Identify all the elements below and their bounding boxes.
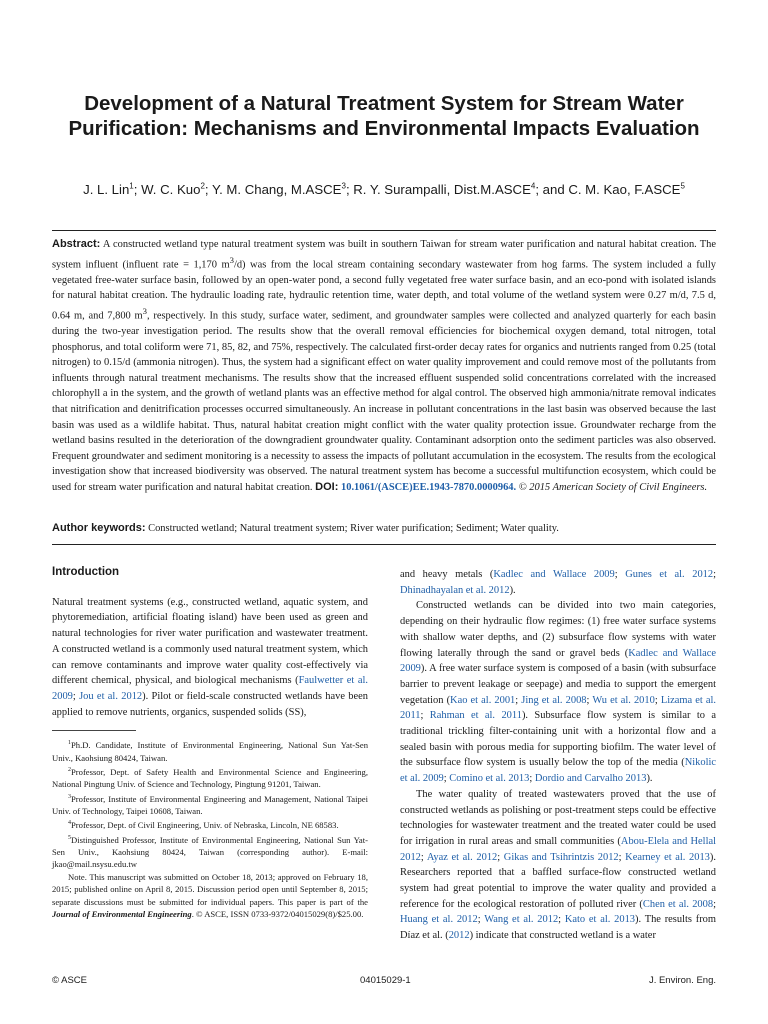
footer-journal: J. Environ. Eng.	[648, 975, 716, 986]
intro-paragraph: Natural treatment systems (e.g., constructed wetland, aquatic system, and phytoremediation, artificial floating island) have been used as green and natural technologies for river water purification and wastewater treatment. A constructed wetland is a commonly used natural treatment system, which can remove contaminants and improve water quality cost-effectively via different chemical, physical, and biological mechanisms (Faulwetter et al. 2009; Jou et al. 2012). Pilot or field-scale constructed wetlands have been applied to remove nutrients, organics, suspended solids (SS),	[52, 596, 369, 718]
footnote-rule	[52, 730, 136, 731]
abstract: Abstract: A constructed wetland type natural treatment system was built in southern Taiwan for stream water purification and natural habitat creation. The system influent (influent rate = 1,170 $m^3/d$) was from the local stream containing secondary wastewater from hog farms. The system included a fully vegetated free-water surface basin, followed by an open-water pond, a second fully vegetated free water surface basin, and an eco-pond with isolated islands for natural habitat creation. The hydraulic loading rate, hydraulic retention time, water depth, and total volume of the wetland system were 0.27 m/d, 7.5 d, 0.64 m, and 7,800 $m^3$, respectively. In this study, surface water, sediment, and groundwater samples were collected and analyzed quarterly for each basin during the two-year investigation period. The results show that the overall removal efficiencies for biochemical oxygen demand, total nitrogen, total phosphorus, and total coliform were 71, 85, 82, and 75%, respectively. The calculated first-order decay rates for organics and nutrients ranged from 0.25 (total nitrogen) to 0.15/d (ammonia nitrogen). Thus, the system had a significant effect on water quality improvement and could remove most of the pollutants from influents through natural treatment mechanisms. The results show that the increased effluent suspended solid concentrations correlated with the increased chlorophyll a in the system, and the growth of wetland plants was an effective method for algal control. The observed high ammonia/nitrate removal indicates that nitrification and denitrification processes occurred simultaneously. An increase in pollutant concentrations in the last basin was observed because the last basin was used as a wildlife habitat. Thus, natural habitat creation might conflict with the water quality protection issue. Groundwater recharge from the wetland basins resulted in the deterioration of the downgradient groundwater quality. Contaminant adsorption onto the sediment particles was also observed. Frequent groundwater and sediment monitoring is a necessity to assess the impacts of pollutant accumulation in the ecosystem. The results from the ecological investigation show that increased biodiversity was observed. The natural treatment system has become a successful multifunction ecosystem, which could be used for stream water purification and natural habitat creation. DOI: 10.1061/(ASCE)EE.1943-7870.0000964. © 2015 American Society of Civil Engineers.	[52, 238, 717, 493]
doi-label: DOI:	[315, 480, 339, 493]
author: C. M. Kao, F.ASCE$^5$	[568, 182, 685, 198]
citation-link[interactable]: Kato et al. 2013	[564, 914, 636, 926]
author: W. C. Kuo$^2$;	[141, 182, 212, 198]
citation-link[interactable]: Gunes et al. 2012	[625, 569, 714, 580]
footnote: $^3$Professor, Institute of Environmental Engineering and Management, National Taipei Univ. of Technology, Taipei 10608, Taiwan.	[52, 793, 368, 816]
citation-link[interactable]: Jing et al. 2008	[521, 694, 587, 706]
footnote: $^1$Ph.D. Candidate, Institute of Environmental Engineering, National Sun Yat-Sen Univ., Kaohsiung 80424, Taiwan.	[52, 740, 368, 763]
body-paragraph: The water quality of treated wastewaters proved that the use of constructed wetlands as polishing or post-treatment steps could be effective technologies for wastewater treatment and the treated water could be used for irrigation in rural areas and small communities (Abou-Elela and Hellal 2012; Ayaz et al. 2012; Gikas and Tsihrintzis 2012; Kearney et al. 2013). Researchers reported that a baffled surface-flow constructed wetland system had great potential to improve the water quality and provided a reference for the ecological restoration of polluted river (Chen et al. 2008; Huang et al. 2012; Wang et al. 2012; Kato et al. 2013). The results from Díaz et al. (2012) indicate that constructed wetland is a water	[400, 788, 717, 942]
citation-link[interactable]: Wu et al. 2010	[592, 694, 655, 706]
citation-link[interactable]: Nikolic et al. 2009	[400, 757, 716, 785]
citation-link[interactable]: Rahman et al. 2011	[429, 710, 522, 722]
citation-link[interactable]: Comino et al. 2013	[449, 773, 530, 785]
citation-link[interactable]: Gikas and Tsihrintzis 2012	[503, 851, 619, 863]
left-column	[52, 565, 368, 920]
citation-link[interactable]: 2012	[448, 930, 470, 942]
manuscript-note: Note. This manuscript was submitted on October 18, 2013; approved on February 18, 2015; published online on April 8, 2015. Discussion period open until September 8, 2015; separate discussions must be submitted for individual papers. This paper is part of the Journal of Environmental Engineering. © ASCE, ISSN 0733-9372/04015029(8)/$25.00.	[52, 871, 368, 919]
doi-link[interactable]: 10.1061/(ASCE)EE.1943-7870.0000964.	[341, 481, 517, 493]
author: R. Y. Surampalli, Dist.M.ASCE$^4$; and	[353, 182, 569, 198]
footer-article-number: 04015029-1	[360, 975, 411, 986]
copyright-notice: © 2015 American Society of Civil Engineers.	[518, 481, 708, 493]
citation-link[interactable]: Huang et al. 2012	[400, 914, 478, 926]
footer-copyright: © ASCE	[52, 975, 87, 986]
citation-link[interactable]: Kearney et al. 2013	[625, 851, 710, 863]
body-paragraph: and heavy metals (Kadlec and Wallace 2009; Gunes et al. 2012; Dhinadhayalan et al. 2012).	[400, 569, 717, 596]
author: J. L. Lin$^1$;	[83, 182, 142, 198]
author-list	[40, 182, 728, 197]
footnotes	[52, 737, 368, 920]
citation-link[interactable]: Ayaz et al. 2012	[426, 851, 498, 863]
citation-link[interactable]: Kadlec and Wallace 2009	[493, 569, 615, 580]
keywords-label: Author keywords:	[52, 522, 146, 534]
author: Y. M. Chang, M.ASCE$^3$;	[211, 182, 354, 198]
citation-link[interactable]: Faulwetter et al. 2009	[52, 675, 369, 702]
footnote: $^5$Distinguished Professor, Institute of Environmental Engineering, National Sun Yat-Sen Univ., Kaohsiung 80424, Taiwan (corresponding author). E-mail: jkao@mail.nsysu.edu.tw	[52, 834, 368, 870]
citation-link[interactable]: Jou et al. 2012	[79, 690, 143, 702]
citation-link[interactable]: Dhinadhayalan et al. 2012	[400, 584, 510, 596]
abstract-label: Abstract:	[52, 238, 101, 250]
citation-link[interactable]: Dordio and Carvalho 2013	[534, 773, 647, 785]
citation-link[interactable]: Kao et al. 2001	[450, 694, 516, 706]
body-paragraph: Constructed wetlands can be divided into two main categories, depending on their hydraulic flow regimes: (1) free water surface systems with shallow water depths, and (2) subsurface flow systems with water flowing laterally through the sand or gravel beds (Kadlec and Wallace 2009). A free water surface system is composed of a basin (with subsurface barrier to prevent leakage or seepage) and media to support the emergent vegetation (Kao et al. 2001; Jing et al. 2008; Wu et al. 2010; Lizama et al. 2011; Rahman et al. 2011). Subsurface flow system is similar to a traditional trickling filter-containing unit with a horizontal flow and a sealed basin with porous media for supporting biofilm. The water level of the subsurface flow system is usually below the top of the media (Nikolic et al. 2009; Comino et al. 2013; Dordio and Carvalho 2013).	[400, 600, 717, 785]
citation-link[interactable]: Chen et al. 2008	[642, 898, 714, 910]
right-column	[400, 567, 716, 944]
citation-link[interactable]: Wang et al. 2012	[484, 914, 559, 926]
paper-title: Development of a Natural Treatment System for Stream Water Purification: Mechanisms and Environmental Impacts Evaluation	[68, 92, 700, 140]
citation-link[interactable]: Lizama et al. 2011	[400, 694, 717, 722]
author-keywords: Author keywords: Constructed wetland; Natural treatment system; River water purification; Sediment; Water quality.	[52, 522, 559, 534]
citation-link[interactable]: Abou-Elela and Hellal 2012	[400, 835, 716, 863]
abstract-top-rule	[52, 230, 716, 231]
footnote: $^4$Professor, Dept. of Civil Engineering, Univ. of Nebraska, Lincoln, NE 68583.	[68, 820, 339, 831]
footnote: $^2$Professor, Dept. of Safety Health and Environmental Science and Engineering, National Pingtung Univ. of Science and Technology, Pingtung 91201, Taiwan.	[52, 766, 368, 790]
citation-link[interactable]: Kadlec and Wallace 2009	[400, 647, 716, 675]
keywords-bottom-rule	[52, 544, 716, 545]
introduction-heading: Introduction	[52, 566, 120, 578]
